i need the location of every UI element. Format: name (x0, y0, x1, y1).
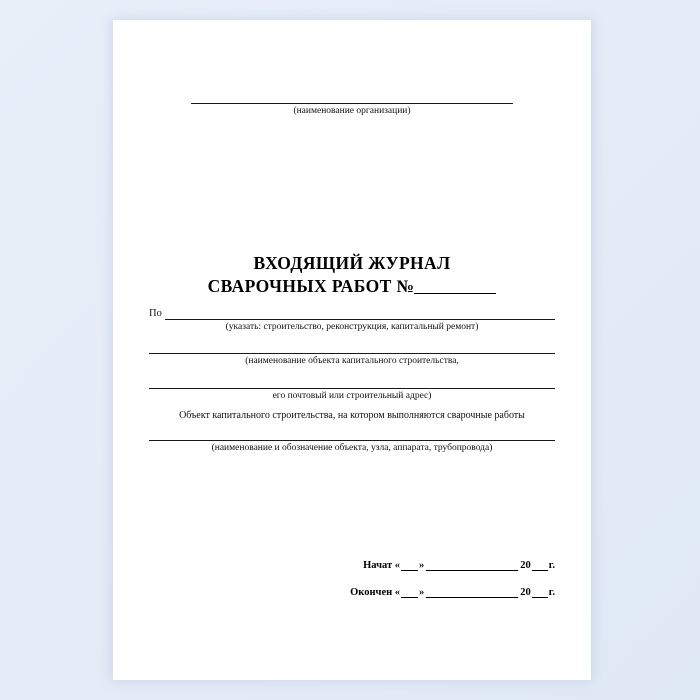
field-blank-purpose[interactable] (165, 308, 555, 320)
started-month-blank[interactable] (426, 560, 518, 571)
field-blank-object-name[interactable] (149, 342, 555, 354)
finished-row (149, 587, 555, 598)
field-blank-address[interactable] (149, 377, 555, 389)
started-year-suffix: г. (548, 560, 555, 571)
started-day-blank[interactable] (401, 560, 418, 571)
finished-month-blank[interactable] (426, 587, 518, 598)
organization-blank-line (191, 102, 513, 104)
field-blank-unit[interactable] (149, 429, 555, 441)
field-row-object-name (149, 342, 555, 367)
finished-year: 20 (520, 587, 531, 598)
finished-label: Окончен « (350, 587, 401, 598)
field-row-address (149, 377, 555, 402)
title-line-1: ВХОДЯЩИЙ ЖУРНАЛ (253, 253, 451, 273)
started-year: 20 (520, 560, 531, 571)
finished-year-blank[interactable] (532, 587, 548, 598)
works-note: Объект капитального строительства, на котором выполняются сварочные работы (179, 410, 525, 422)
finished-year-suffix: г. (548, 587, 555, 598)
organization-block (191, 102, 513, 118)
organization-caption: (наименование организации) (293, 106, 411, 116)
field-caption-address: его почтовый или строительный адрес) (272, 390, 432, 401)
field-caption-unit: (наименование и обозначение объекта, узла, аппарата, трубопровода) (211, 442, 493, 453)
field-caption-object-name: (наименование объекта капитального строительства, (245, 356, 459, 367)
document-content (149, 20, 555, 680)
field-caption-purpose: (указать: строительство, реконструкция, капитальный ремонт) (225, 322, 479, 332)
started-year-blank[interactable] (532, 560, 548, 571)
field-label-po: По (149, 307, 162, 319)
document-footer (149, 560, 555, 614)
started-quote-close: » (419, 560, 425, 571)
started-row (149, 560, 555, 571)
finished-day-blank[interactable] (401, 587, 418, 598)
page-title (149, 252, 555, 298)
field-row-purpose (149, 308, 555, 333)
journal-number-blank (414, 279, 496, 294)
title-line-2-text: СВАРОЧНЫХ РАБОТ № (207, 276, 415, 297)
document-page (113, 20, 591, 680)
finished-quote-close: » (419, 587, 425, 598)
field-row-unit (149, 429, 555, 454)
title-line-2 (149, 275, 555, 298)
form-fields (149, 308, 555, 454)
started-label: Начат « (363, 560, 401, 571)
